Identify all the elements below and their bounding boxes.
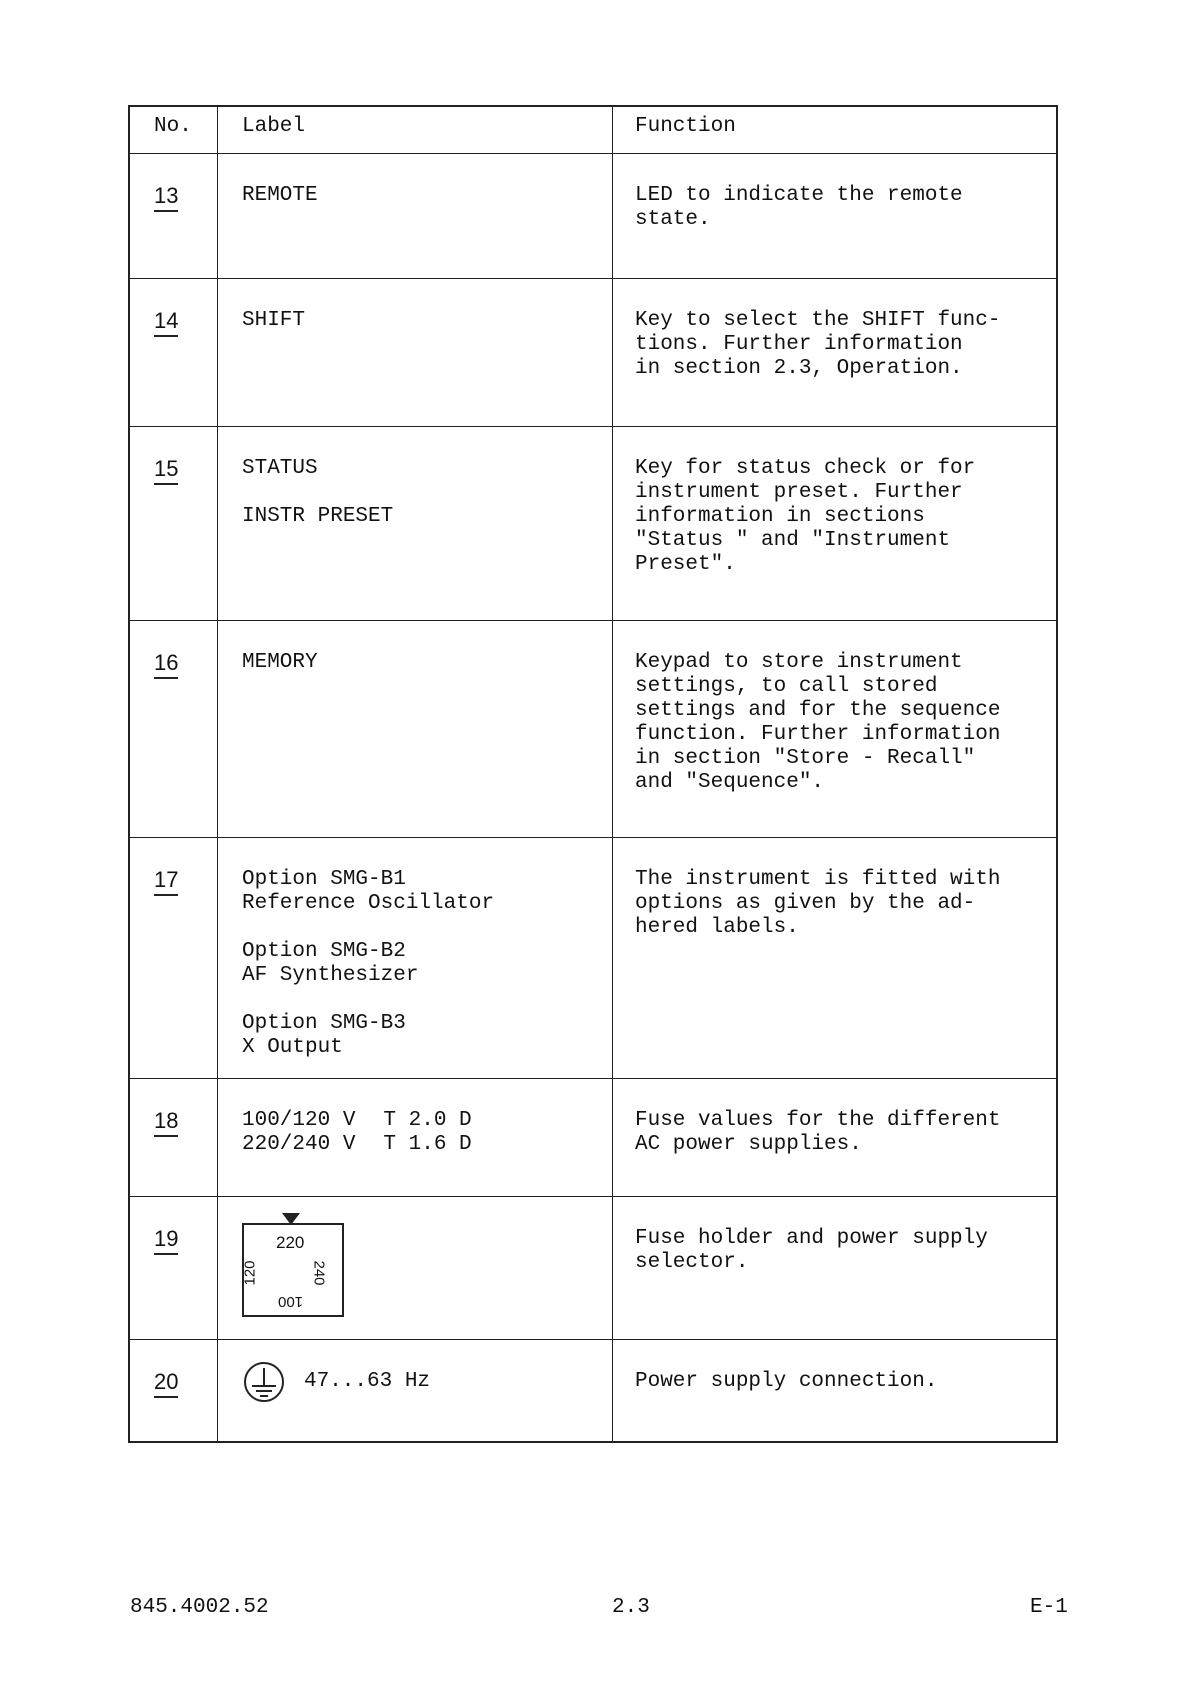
- selector-value-bottom: 100: [278, 1293, 304, 1310]
- function-line: Preset".: [635, 553, 736, 576]
- function-line: information in sections: [635, 505, 925, 528]
- item-number: 13: [154, 184, 178, 212]
- table-row: [130, 1340, 1056, 1441]
- function-line: options as given by the ad-: [635, 892, 976, 915]
- header-no: No.: [130, 107, 218, 153]
- fuse-rating: [242, 1133, 612, 1157]
- function-line: Keypad to store instrument: [635, 651, 963, 674]
- function-line: Key to select the SHIFT func-: [635, 309, 1001, 332]
- item-number: 18: [154, 1109, 178, 1137]
- function-line: tions. Further information: [635, 333, 963, 356]
- table-row: [130, 1079, 1056, 1197]
- function-line: Fuse values for the different: [635, 1109, 1001, 1132]
- item-number: 20: [154, 1370, 178, 1398]
- table-row: [130, 1197, 1056, 1340]
- voltage-range: 220/240 V: [242, 1133, 356, 1156]
- table-row: [130, 427, 1056, 621]
- page-number: E-1: [1030, 1596, 1068, 1619]
- label-text: Option SMG-B1: [242, 868, 406, 891]
- ground-icon: [242, 1360, 286, 1404]
- label-text: INSTR PRESET: [242, 505, 394, 528]
- item-number: 19: [154, 1227, 178, 1255]
- function-line: settings and for the sequence: [635, 699, 1001, 722]
- selector-value-top: 220: [276, 1233, 305, 1252]
- function-line: settings, to call stored: [635, 675, 938, 698]
- function-line: in section "Store - Recall": [635, 747, 976, 770]
- item-number: 16: [154, 651, 178, 679]
- function-line: AC power supplies.: [635, 1133, 862, 1156]
- table-row: [130, 621, 1056, 838]
- header-function: Function: [635, 115, 736, 138]
- table-header: [130, 107, 1056, 154]
- function-table: [128, 105, 1058, 1443]
- item-number: 17: [154, 868, 178, 896]
- selector-pointer-icon: [282, 1213, 300, 1225]
- function-line: "Status " and "Instrument: [635, 529, 951, 552]
- function-line: Fuse holder and power supply: [635, 1227, 988, 1250]
- function-line: Power supply connection.: [635, 1370, 938, 1393]
- label-text: REMOTE: [242, 184, 318, 207]
- function-line: hered labels.: [635, 916, 799, 939]
- function-line: The instrument is fitted with: [635, 868, 1001, 891]
- label-text: X Output: [242, 1036, 343, 1059]
- label-text: Option SMG-B3: [242, 1012, 406, 1035]
- fuse-value: T 1.6 D: [383, 1133, 472, 1156]
- fuse-selector-icon: [242, 1223, 344, 1317]
- document-number: 845.4002.52: [130, 1596, 269, 1619]
- section-number: 2.3: [612, 1596, 650, 1619]
- function-line: Key for status check or for: [635, 457, 976, 480]
- label-text: STATUS: [242, 457, 318, 480]
- label-text: AF Synthesizer: [242, 964, 419, 987]
- selector-value-left: 120: [241, 1260, 259, 1286]
- function-line: function. Further information: [635, 723, 1001, 746]
- item-number: 14: [154, 309, 178, 337]
- function-line: LED to indicate the remote: [635, 184, 963, 207]
- header-label: Label: [218, 107, 613, 153]
- table-row: [130, 838, 1056, 1079]
- fuse-rating: [242, 1109, 612, 1133]
- voltage-range: 100/120 V: [242, 1109, 356, 1132]
- table-row: [130, 279, 1056, 427]
- item-number: 15: [154, 457, 178, 485]
- table-row: [130, 154, 1056, 279]
- label-text: MEMORY: [242, 651, 318, 674]
- function-line: and "Sequence".: [635, 771, 825, 794]
- function-line: selector.: [635, 1251, 749, 1274]
- selector-value-right: 240: [310, 1260, 328, 1286]
- function-line: instrument preset. Further: [635, 481, 963, 504]
- label-text: Reference Oscillator: [242, 892, 495, 915]
- function-line: in section 2.3, Operation.: [635, 357, 963, 380]
- label-text: Option SMG-B2: [242, 940, 406, 963]
- frequency-range: 47...63 Hz: [304, 1370, 431, 1393]
- function-line: state.: [635, 208, 711, 231]
- fuse-value: T 2.0 D: [383, 1109, 472, 1132]
- label-text: SHIFT: [242, 309, 306, 332]
